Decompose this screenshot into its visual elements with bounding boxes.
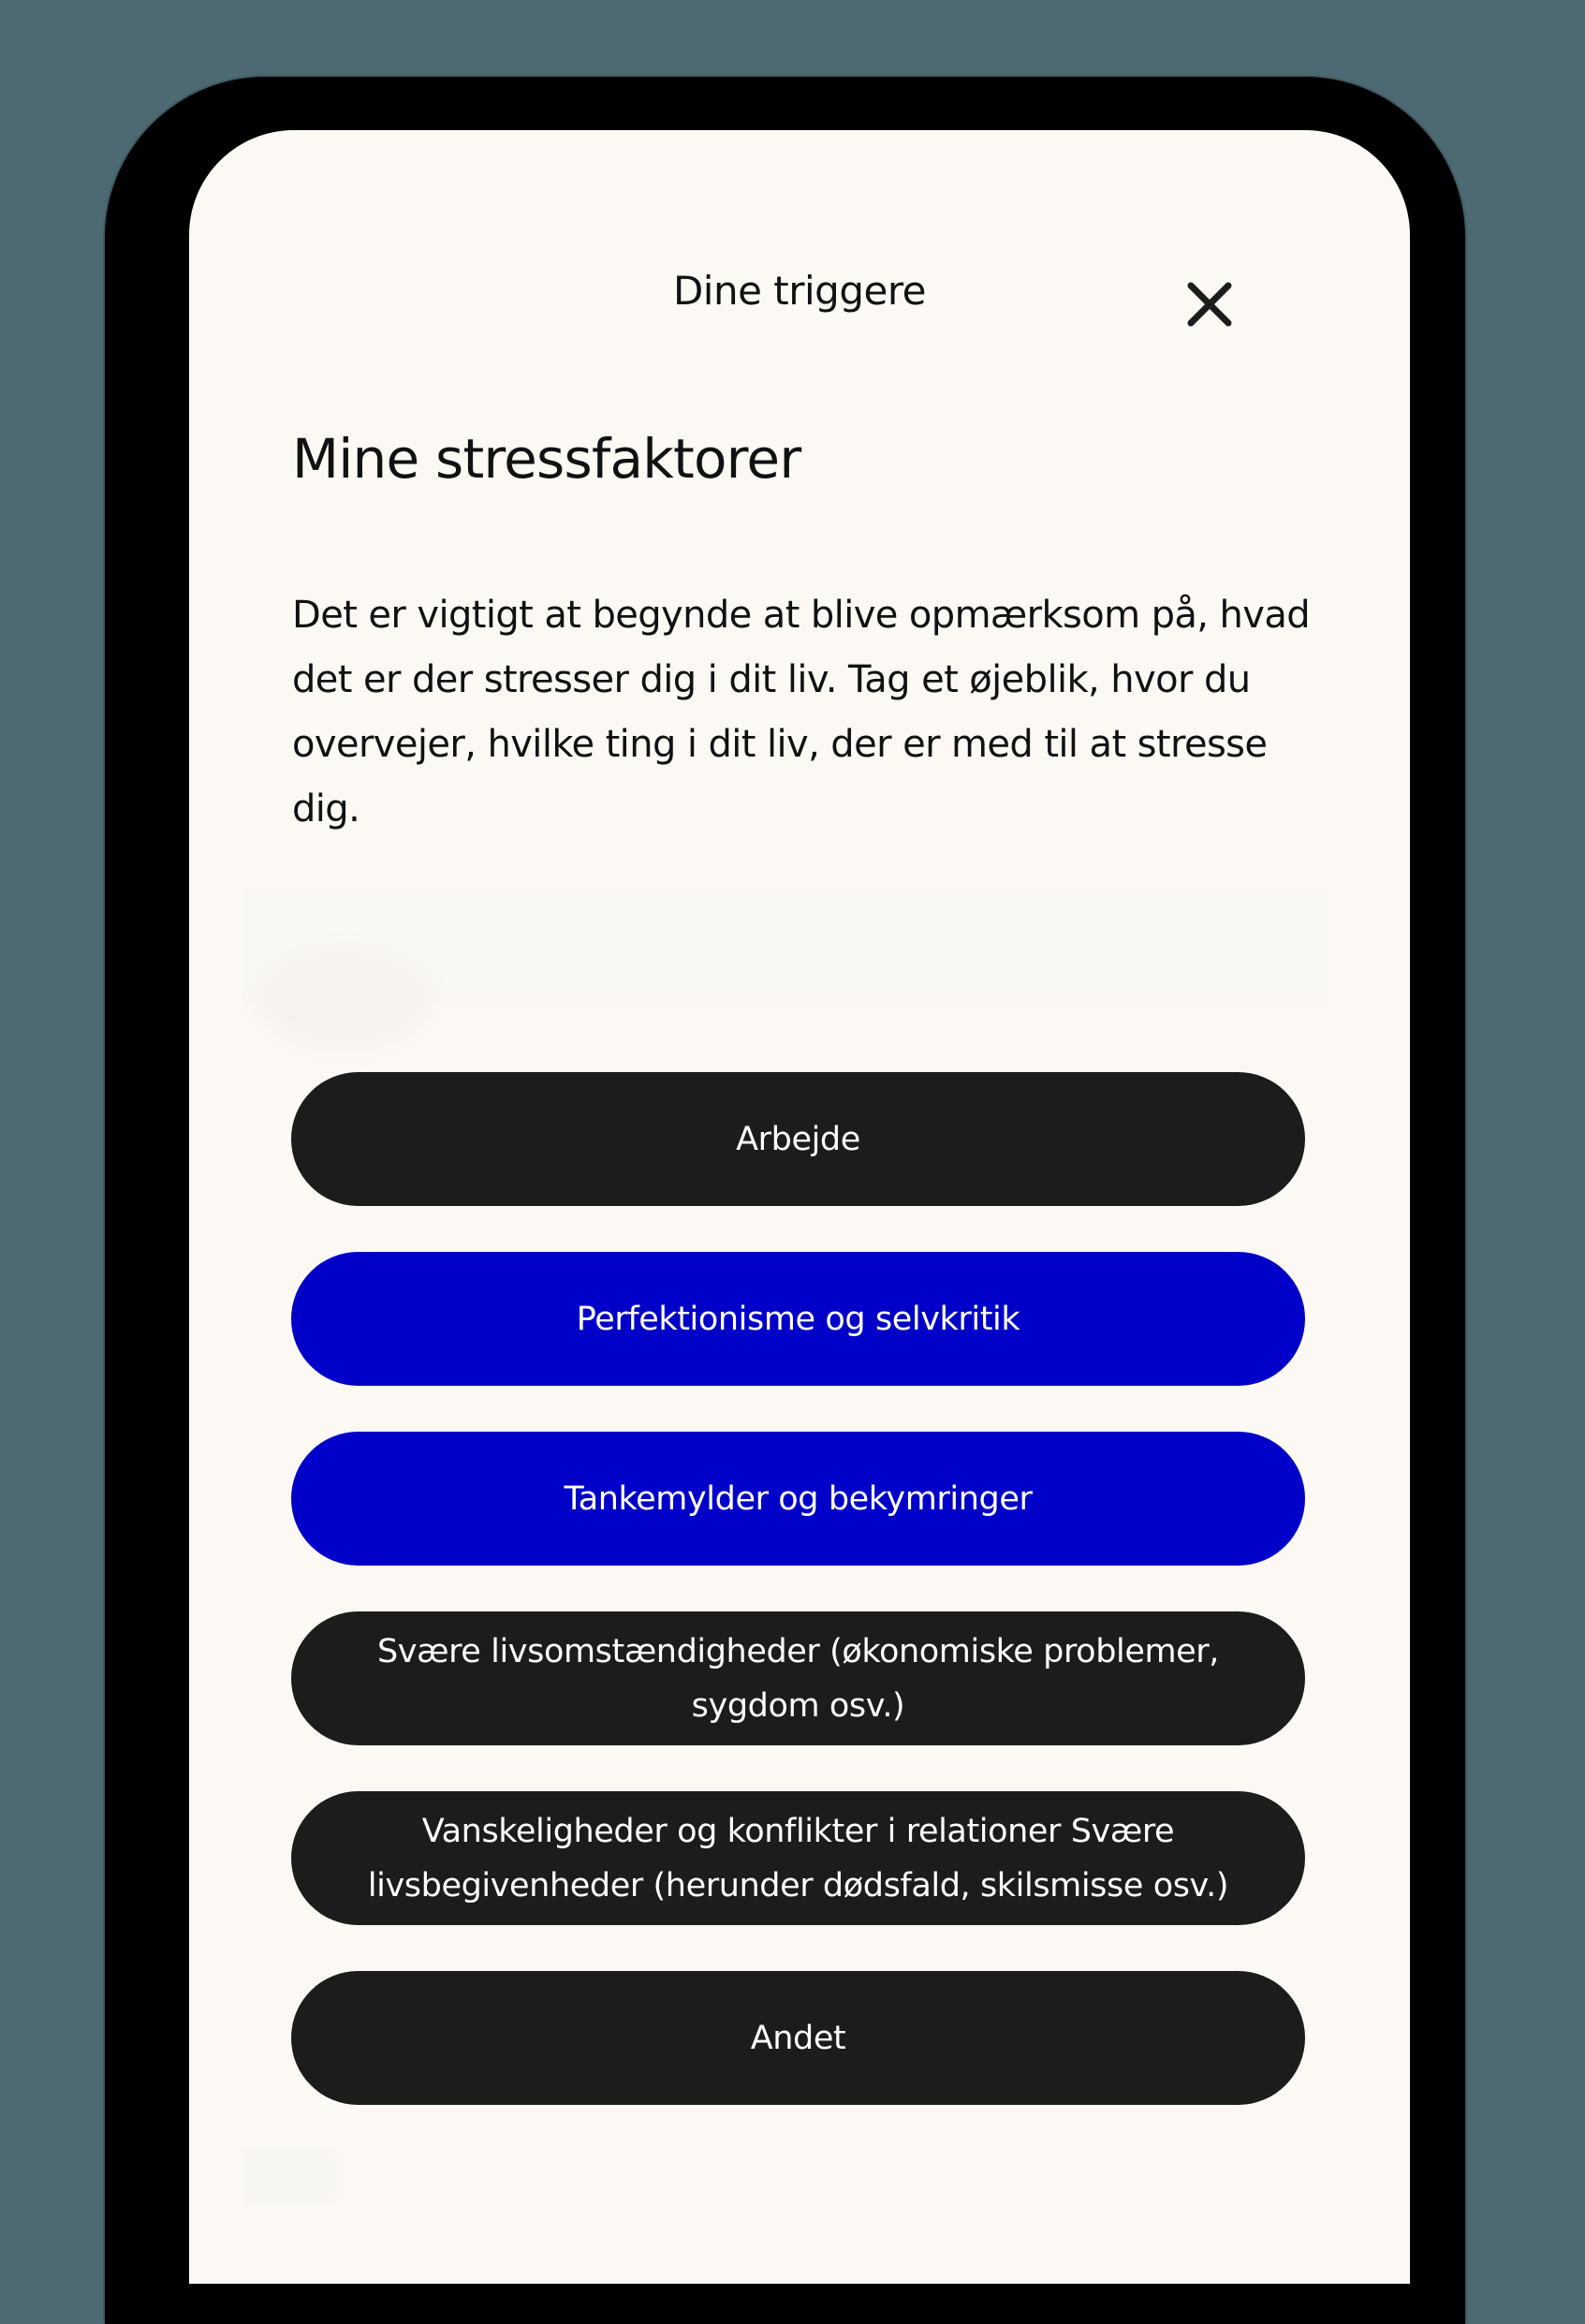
close-button[interactable] — [1181, 276, 1238, 332]
option-perfektionisme[interactable] — [291, 1252, 1305, 1386]
option-andet[interactable] — [291, 1971, 1305, 2105]
option-tankemylder[interactable] — [291, 1432, 1305, 1566]
section-heading: Mine stressfaktorer — [292, 427, 801, 491]
option-label: Svære livsomstændigheder (økonomiske problemer, sygdom osv.) — [376, 1632, 1220, 1725]
faded-element — [245, 2148, 334, 2204]
option-label: Vanskeligheder og konflikter i relationer Svære livsbegivenheder (herunder dødsfald, skilsmisse osv.) — [367, 1812, 1229, 1905]
option-relationer[interactable] — [291, 1791, 1305, 1925]
option-label: Tankemylder og bekymringer — [564, 1479, 1033, 1518]
modal-title: Dine triggere — [672, 268, 927, 314]
option-label: Perfektionisme og selvkritik — [576, 1300, 1020, 1338]
close-icon — [1181, 276, 1238, 332]
option-label: Arbejde — [736, 1120, 860, 1158]
option-label: Andet — [750, 2019, 846, 2057]
stressor-options-list — [291, 1072, 1305, 2151]
option-arbejde[interactable] — [291, 1072, 1305, 1206]
phone-screen — [189, 130, 1410, 2284]
faded-illustration — [255, 947, 433, 1050]
option-livsomstaendigheder[interactable] — [291, 1611, 1305, 1745]
intro-text: Det er vigtigt at begynde at blive opmærksom på, hvad det er der stresser dig i dit liv. Tag et øjeblik, hvor du overvejer, hvilke ting i dit liv, der er med til at stresse dig. — [292, 594, 1311, 831]
modal-header — [189, 130, 1410, 374]
